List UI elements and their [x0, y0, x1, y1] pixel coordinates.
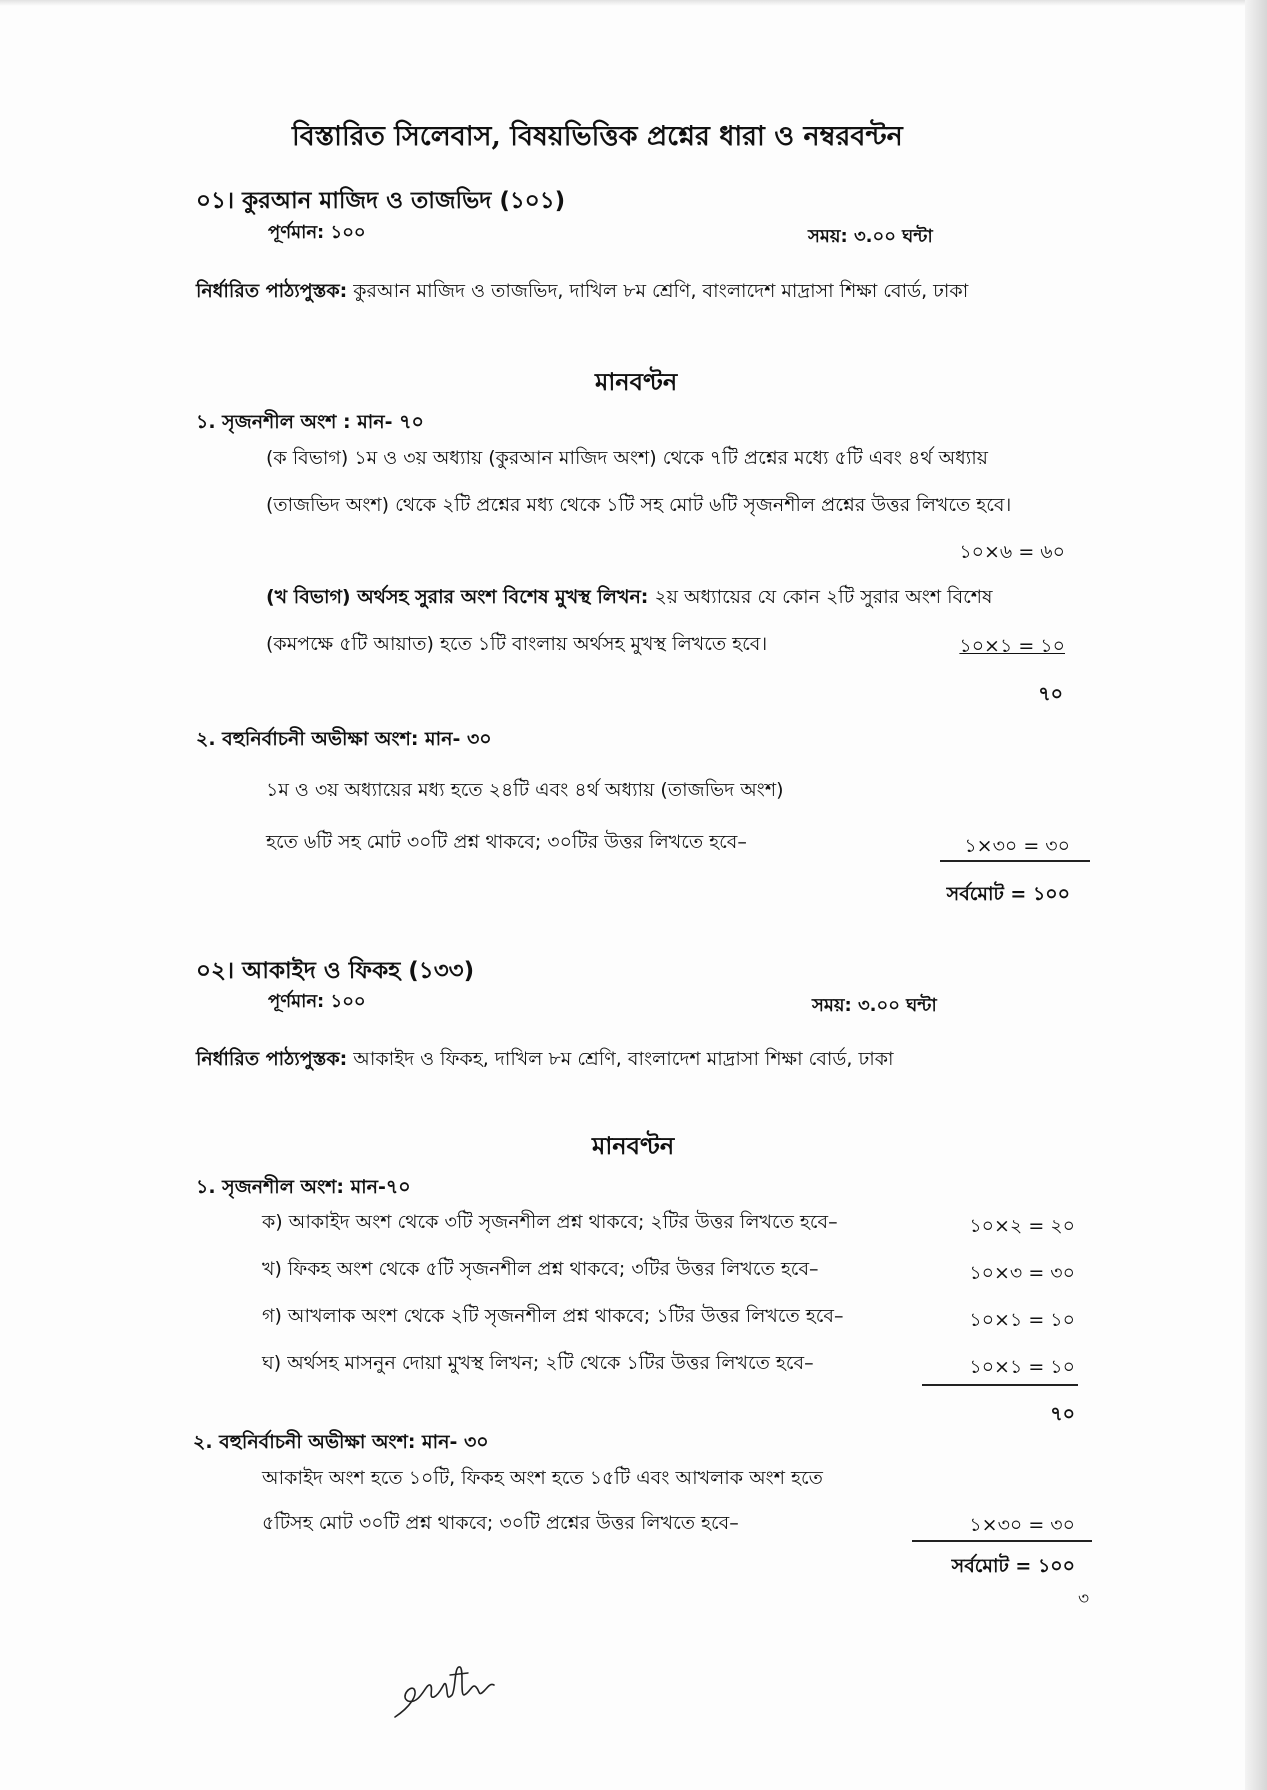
subject1-time: সময়: ৩.০০ ঘন্টা — [808, 226, 933, 247]
subject1-full-marks: পূর্ণমান: ১০০ — [268, 222, 366, 243]
subject2-book-line — [196, 1045, 894, 1077]
subject1-kha-marks: ১০×১ = ১০ — [959, 635, 1065, 657]
subject2-part1-total: ৭০ — [1050, 1403, 1075, 1425]
subject2-full-marks: পূর্ণমান: ১০০ — [268, 991, 366, 1012]
subject2-distribution-heading: মানবণ্টন — [592, 1131, 675, 1160]
scan-edge-top — [0, 0, 1267, 6]
subject1-total-rule — [940, 860, 1090, 862]
subject2-part1-heading: ১. সৃজনশীল অংশ: মান-৭০ — [196, 1176, 411, 1198]
subject2-item-gha: ঘ) অর্থসহ মাসনুন দোয়া মুখস্থ লিখন; ২টি থেকে ১টির উত্তর লিখতে হবে– — [262, 1352, 814, 1374]
subject1-book-text: কুরআন মাজিদ ও তাজভিদ, দাখিল ৮ম শ্রেণি, বাংলাদেশ মাদ্রাসা শিক্ষা বোর্ড, ঢাকা — [353, 280, 969, 302]
subject2-item-kha-marks: ১০×৩ = ৩০ — [969, 1262, 1075, 1284]
subject2-part1-rule — [922, 1384, 1078, 1386]
subject1-mcq-line2: হতে ৬টি সহ মোট ৩০টি প্রশ্ন থাকবে; ৩০টির উত্তর লিখতে হবে– — [266, 831, 747, 853]
subject1-kha-line1 — [266, 583, 993, 615]
subject1-kha-label: (খ বিভাগ) অর্থসহ সুরার অংশ বিশেষ মুখস্থ লিখন: — [266, 586, 649, 608]
subject2-item-kha: খ) ফিকহ অংশ থেকে ৫টি সৃজনশীল প্রশ্ন থাকবে; ৩টির উত্তর লিখতে হবে– — [262, 1258, 819, 1280]
subject1-ka-line1: (ক বিভাগ) ১ম ও ৩য় অধ্যায় (কুরআন মাজিদ অংশ) থেকে ৭টি প্রশ্নের মধ্যে ৫টি এবং ৪র্থ অধ্যায় — [266, 447, 988, 469]
subject1-kha-line2: (কমপক্ষে ৫টি আয়াত) হতে ১টি বাংলায় অর্থসহ মুখস্থ লিখতে হবে। — [266, 633, 768, 655]
subject1-mcq-marks: ১×৩০ = ৩০ — [964, 835, 1070, 857]
subject2-time: সময়: ৩.০০ ঘন্টা — [812, 995, 937, 1016]
subject1-ka-marks: ১০×৬ = ৬০ — [959, 541, 1065, 563]
subject1-part2-heading: ২. বহুনির্বাচনী অভীক্ষা অংশ: মান- ৩০ — [196, 728, 492, 750]
subject2-mcq-marks: ১×৩০ = ৩০ — [969, 1514, 1075, 1536]
subject1-distribution-heading: মানবণ্টন — [595, 367, 678, 396]
subject2-grand-total: সর্বমোট = ১০০ — [951, 1555, 1075, 1577]
subject2-part2-heading: ২. বহুনির্বাচনী অভীক্ষা অংশ: মান- ৩০ — [193, 1431, 489, 1453]
subject1-kha-line1-rest: ২য় অধ্যায়ের যে কোন ২টি সুরার অংশ বিশেষ — [654, 586, 993, 608]
subject1-book-line — [196, 277, 968, 309]
subject1-book-label: নির্ধারিত পাঠ্যপুস্তক: — [196, 280, 348, 302]
subject1-part1-total: ৭০ — [1038, 683, 1063, 705]
subject2-mcq-line1: আকাইদ অংশ হতে ১০টি, ফিকহ অংশ হতে ১৫টি এবং আখলাক অংশ হতে — [262, 1467, 823, 1489]
subject1-part1-heading: ১. সৃজনশীল অংশ : মান- ৭০ — [196, 411, 424, 433]
subject2-item-ga-marks: ১০×১ = ১০ — [969, 1309, 1075, 1331]
subject2-book-text: আকাইদ ও ফিকহ, দাখিল ৮ম শ্রেণি, বাংলাদেশ মাদ্রাসা শিক্ষা বোর্ড, ঢাকা — [353, 1048, 894, 1070]
subject2-item-ga: গ) আখলাক অংশ থেকে ২টি সৃজনশীল প্রশ্ন থাকবে; ১টির উত্তর লিখতে হবে– — [262, 1305, 844, 1327]
subject2-item-ka-marks: ১০×২ = ২০ — [969, 1215, 1075, 1237]
subject2-item-ka: ক) আকাইদ অংশ থেকে ৩টি সৃজনশীল প্রশ্ন থাকবে; ২টির উত্তর লিখতে হবে– — [262, 1211, 838, 1233]
subject1-mcq-line1: ১ম ও ৩য় অধ্যায়ের মধ্য হতে ২৪টি এবং ৪র্থ অধ্যায় (তাজভিদ অংশ) — [266, 779, 784, 801]
subject1-grand-total: সর্বমোট = ১০০ — [946, 883, 1070, 905]
page-title: বিস্তারিত সিলেবাস, বিষয়ভিত্তিক প্রশ্নের ধারা ও নম্বরবন্টন — [292, 121, 903, 152]
signature-icon — [390, 1655, 500, 1725]
page-number: ৩ — [1078, 1589, 1090, 1609]
subject2-heading: ০২। আকাইদ ও ফিকহ (১৩৩) — [196, 958, 475, 984]
subject1-ka-line2: (তাজভিদ অংশ) থেকে ২টি প্রশ্নের মধ্য থেকে ১টি সহ মোট ৬টি সৃজনশীল প্রশ্নের উত্তর লিখতে হবে। — [266, 494, 1012, 516]
subject2-book-label: নির্ধারিত পাঠ্যপুস্তক: — [196, 1048, 348, 1070]
subject2-mcq-line2: ৫টিসহ মোট ৩০টি প্রশ্ন থাকবে; ৩০টি প্রশ্নের উত্তর লিখতে হবে– — [262, 1512, 739, 1534]
scan-edge-right — [1245, 0, 1267, 1790]
subject1-heading: ০১। কুরআন মাজিদ ও তাজভিদ (১০১) — [196, 188, 566, 214]
subject2-item-gha-marks: ১০×১ = ১০ — [969, 1356, 1075, 1378]
subject2-total-rule — [912, 1540, 1092, 1542]
